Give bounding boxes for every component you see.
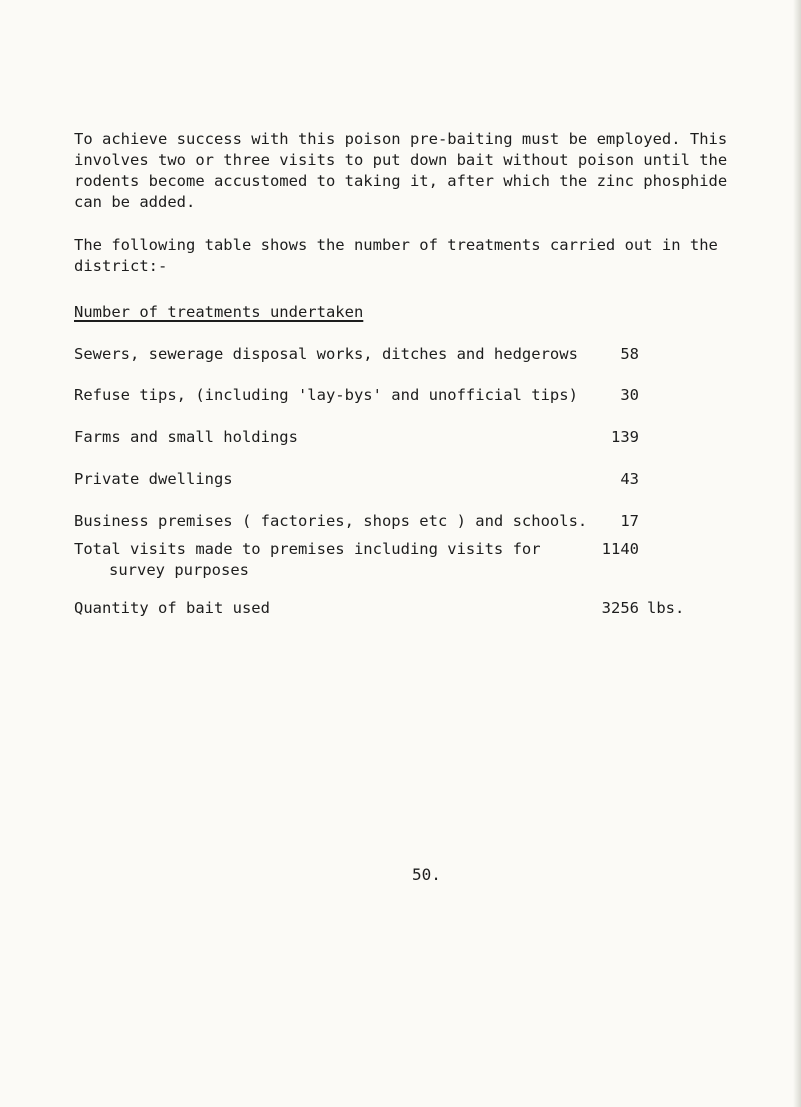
row-label: Farms and small holdings	[74, 428, 298, 446]
row-label: Sewers, sewerage disposal works, ditches and hedgerows	[74, 345, 578, 363]
row-label-continuation: survey purposes	[109, 561, 249, 579]
paragraph-line: district:-	[74, 257, 168, 275]
row-value: 3256	[601, 599, 639, 617]
row-value: 58	[620, 345, 639, 363]
paragraph-line: To achieve success with this poison pre-baiting must be employed. This	[74, 130, 728, 148]
row-label: Refuse tips, (including 'lay-bys' and unofficial tips)	[74, 386, 578, 404]
row-value: 139	[611, 428, 639, 446]
row-label: Total visits made to premises including visits for	[74, 540, 541, 558]
row-unit: lbs.	[647, 599, 685, 617]
row-value: 43	[620, 470, 639, 488]
table-intro-paragraph	[74, 235, 718, 277]
table-heading: Number of treatments undertaken	[74, 303, 364, 321]
row-value: 17	[620, 512, 639, 530]
paragraph-line: involves two or three visits to put down bait without poison until the	[74, 151, 728, 169]
paragraph-line: rodents become accustomed to taking it, after which the zinc phosphide	[74, 172, 728, 190]
row-label: Quantity of bait used	[74, 599, 270, 617]
page-number: 50.	[412, 865, 441, 884]
row-value: 30	[620, 386, 639, 404]
intro-paragraph	[74, 129, 727, 213]
row-value: 1140	[601, 540, 639, 558]
page-edge-shadow	[793, 0, 801, 1107]
row-label: Business premises ( factories, shops etc ) and schools.	[74, 512, 588, 530]
paragraph-line: The following table shows the number of treatments carried out in the	[74, 236, 718, 254]
row-label: Private dwellings	[74, 470, 233, 488]
paragraph-line: can be added.	[74, 193, 196, 211]
